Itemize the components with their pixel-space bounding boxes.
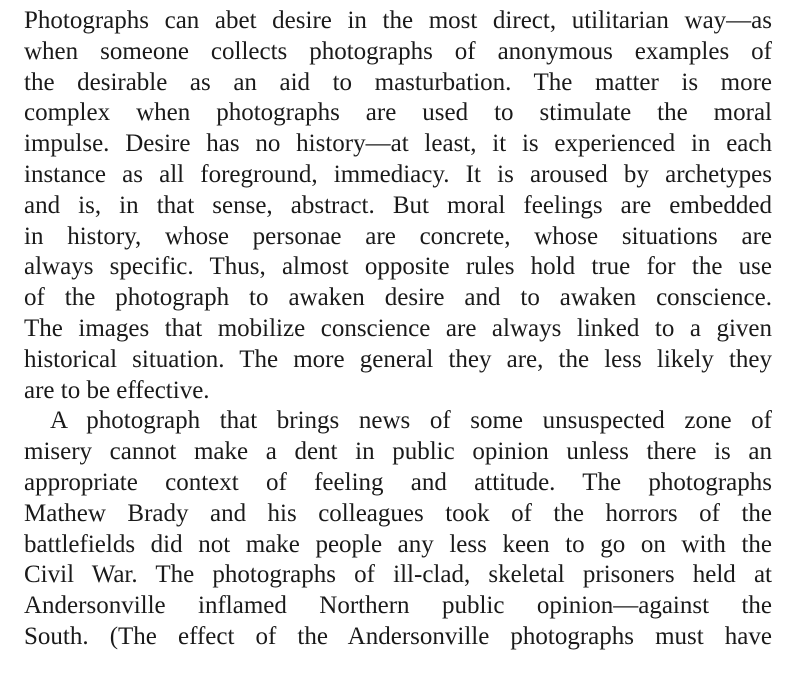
text-line: the desirable as an aid to masturbation. The matter is more — [24, 68, 772, 96]
text-line: of the photograph to awaken desire and to awaken conscience. — [24, 284, 772, 312]
paragraph-2 — [24, 406, 772, 652]
text-line: South. (The effect of the Andersonville photographs must have — [24, 622, 772, 650]
text-line: The images that mobilize conscience are always linked to a given — [24, 314, 772, 342]
paragraph-1 — [24, 6, 772, 406]
document-page — [24, 6, 772, 653]
text-line: and is, in that sense, abstract. But moral feelings are embedded — [24, 191, 772, 219]
text-line: Civil War. The photographs of ill-clad, skeletal prisoners held at — [24, 561, 772, 589]
text-line: appropriate context of feeling and attitude. The photographs — [24, 468, 772, 496]
text-line: battlefields did not make people any less keen to go on with the — [24, 530, 772, 558]
text-line: in history, whose personae are concrete, whose situations are — [24, 222, 772, 250]
text-line: are to be effective. — [24, 376, 210, 404]
text-line: Photographs can abet desire in the most direct, utilitarian way—as — [24, 7, 772, 34]
text-line: Andersonville inflamed Northern public opinion—against the — [24, 592, 772, 620]
text-line: complex when photographs are used to stimulate the moral — [24, 99, 772, 127]
text-line: always specific. Thus, almost opposite rules hold true for the use — [24, 253, 772, 281]
text-line: A photograph that brings news of some unsuspected zone of — [50, 407, 772, 435]
text-line: historical situation. The more general they are, the less likely they — [24, 345, 772, 373]
text-line: impulse. Desire has no history—at least, it is experienced in each — [24, 130, 772, 158]
text-line: misery cannot make a dent in public opinion unless there is an — [24, 438, 772, 466]
text-line: Mathew Brady and his colleagues took of the horrors of the — [24, 499, 772, 527]
text-line: instance as all foreground, immediacy. It is aroused by archetypes — [24, 160, 772, 188]
text-line: when someone collects photographs of anonymous examples of — [24, 37, 772, 65]
